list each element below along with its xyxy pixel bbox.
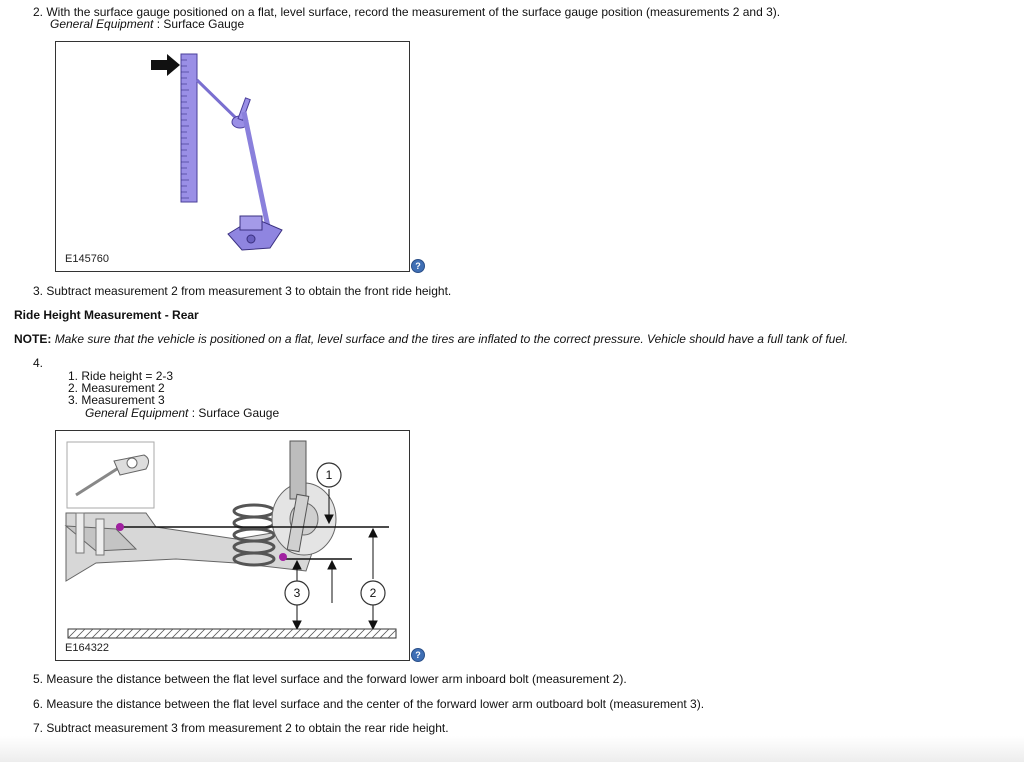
help-icon[interactable]: ? bbox=[411, 259, 425, 273]
step-number: 5. bbox=[33, 672, 44, 686]
equipment-value: Surface Gauge bbox=[163, 17, 245, 31]
pointer-arrow-icon bbox=[151, 54, 180, 76]
callout-2-label: 2 bbox=[369, 586, 377, 600]
inset-surface-gauge bbox=[67, 442, 154, 508]
equipment-value: Surface Gauge bbox=[198, 406, 280, 420]
dimension-2-arrow bbox=[369, 529, 377, 629]
general-equipment-line bbox=[50, 17, 244, 31]
gauge-spindle bbox=[244, 112, 268, 227]
callout-3-label: 3 bbox=[293, 586, 301, 600]
step-6 bbox=[33, 697, 704, 711]
step-text: Subtract measurement 3 from measurement 2 to obtain the rear ride height. bbox=[46, 721, 449, 735]
step-number: 7. bbox=[33, 721, 44, 735]
ruler-scale bbox=[181, 54, 197, 202]
item-number: 3. bbox=[68, 393, 79, 407]
step-text: Measure the distance between the flat level surface and the forward lower arm inboard bolt (measurement 2). bbox=[46, 672, 627, 686]
step-text: Subtract measurement 2 from measurement 3 to obtain the front ride height. bbox=[46, 284, 452, 298]
item-text: Measurement 2 bbox=[81, 381, 165, 395]
step-7 bbox=[33, 721, 449, 735]
general-equipment-line bbox=[85, 406, 279, 420]
help-icon[interactable]: ? bbox=[411, 648, 425, 662]
note-text: Make sure that the vehicle is positioned on a flat, level surface and the tires are inflated to the correct pressure. Vehicle should have a full tank of fuel. bbox=[54, 332, 849, 346]
figure-surface-gauge bbox=[55, 41, 410, 272]
callout-1-label: 1 bbox=[325, 468, 333, 482]
callout-3 bbox=[285, 581, 309, 605]
figure-id: E164322 bbox=[65, 642, 110, 654]
bottom-fade bbox=[0, 736, 1024, 762]
outboard-bolt-marker bbox=[279, 553, 287, 561]
section-heading: Ride Height Measurement - Rear bbox=[14, 308, 199, 322]
item-number: 2. bbox=[68, 381, 79, 395]
figure-id: E145760 bbox=[65, 253, 110, 265]
equipment-label: General Equipment bbox=[50, 17, 154, 31]
ground-surface bbox=[68, 629, 396, 638]
inboard-bolt-marker bbox=[116, 523, 124, 531]
gauge-base bbox=[228, 216, 282, 250]
rear-suspension-illustration bbox=[56, 431, 409, 660]
surface-gauge-illustration bbox=[56, 42, 409, 271]
figure-rear-ride-height bbox=[55, 430, 410, 661]
callout-2 bbox=[361, 581, 385, 605]
item-text: Measurement 3 bbox=[81, 393, 165, 407]
step-text: Measure the distance between the flat level surface and the center of the forward lower arm outboard bolt (measurement 3). bbox=[46, 697, 705, 711]
equipment-separator: : bbox=[153, 17, 164, 31]
step-5 bbox=[33, 672, 627, 686]
equipment-separator: : bbox=[188, 406, 199, 420]
step-text: With the surface gauge positioned on a flat, level surface, record the measurement of the surface gauge position (measurements 2 and 3). bbox=[46, 5, 781, 19]
item-text: Ride height = 2-3 bbox=[81, 369, 174, 383]
equipment-label: General Equipment bbox=[85, 406, 189, 420]
callout-1 bbox=[317, 463, 341, 487]
step-4-number: 4. bbox=[33, 356, 44, 370]
step-4-item-3 bbox=[68, 393, 165, 407]
step-number: 2. bbox=[33, 5, 44, 19]
note bbox=[14, 332, 848, 346]
step-3 bbox=[33, 284, 451, 298]
step-number: 3. bbox=[33, 284, 44, 298]
step-number: 6. bbox=[33, 697, 44, 711]
item-number: 1. bbox=[68, 369, 79, 383]
note-label: NOTE: bbox=[14, 332, 52, 346]
